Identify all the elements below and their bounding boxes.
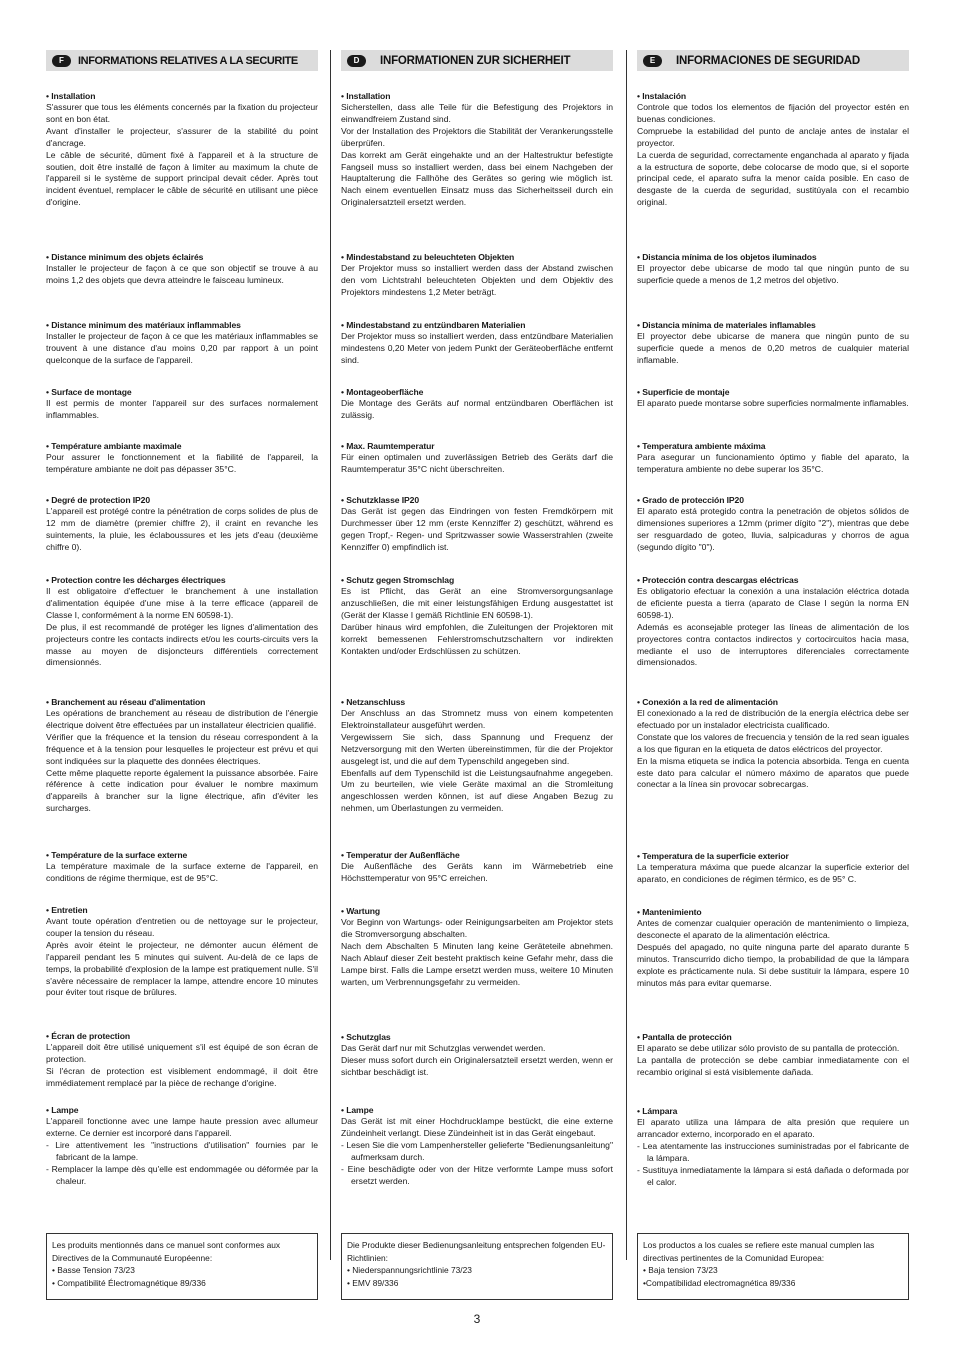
- paragraph-line: El aparato está protegido contra la penetración de objetos sólidos de dimensiones superiores a 12mm (primer dígito "2"), mientras que debe ser resguardado de goteo, lluvia, salpicaduras y chorros de agua (segundo dígito "0").: [637, 506, 909, 552]
- paragraph-line: La température maximale de la surface externe de l'appareil, en conditions de régime thermique, est de 95°C.: [46, 861, 318, 883]
- section-body: [46, 452, 318, 476]
- safety-section: [637, 91, 909, 209]
- safety-section: [341, 252, 613, 299]
- paragraph-line: Il est permis de monter l'appareil sur des surfaces normalement inflammables.: [46, 398, 318, 420]
- column-divider: [330, 50, 331, 1260]
- section-body: [46, 1042, 318, 1090]
- section-title: • Temperatura de la superficie exterior: [637, 851, 789, 861]
- paragraph-line: Für einen optimalen und zuverlässigen Betrieb des Geräts darf die Raumtemperatur 35°C nicht überschreiten.: [341, 452, 613, 474]
- safety-section: [46, 320, 318, 367]
- column-german: [341, 50, 613, 1186]
- section-body: [637, 1043, 909, 1079]
- safety-section: [46, 1105, 318, 1187]
- conformity-notice: [341, 1233, 613, 1300]
- paragraph-line: Vor der Installation des Projektors die Stabilität der Verankerungsstelle überprüfen.: [341, 125, 613, 148]
- section-title: • Distancia mínima de los objetos iluminados: [637, 252, 817, 262]
- safety-section: [341, 1032, 613, 1079]
- safety-section: [637, 495, 909, 554]
- paragraph-line: El proyector debe ubicarse de modo tal que ningún punto de su superficie quede a menos de 1,2 metros del objetivo.: [637, 263, 909, 285]
- section-title: • Temperatura ambiente máxima: [637, 441, 766, 451]
- paragraph-line: El aparato utiliza una lámpara de alta presión que requiere un arrancador externo, incorporado en el aparato.: [637, 1117, 909, 1139]
- section-title: • Pantalla de protección: [637, 1032, 732, 1042]
- section-title: • Distance minimum des objets éclairés: [46, 252, 204, 262]
- notice-intro: Los productos a los cuales se refiere este manual cumplen las directivas pertinentes de la Comunidad Europea:: [643, 1240, 875, 1263]
- section-body: [341, 506, 613, 554]
- section-title: • Installation: [341, 91, 391, 101]
- paragraph-line: La pantalla de protección se debe cambiar inmediatamente con el recambio original si está visiblemente dañada.: [637, 1054, 909, 1077]
- notice-item: •Compatibilidad electromagnética 89/336: [643, 1277, 796, 1288]
- paragraph-line: Der Anschluss an das Stromnetz muss von einem kompetenten Elektroinstallateur ausgeführt werden.: [341, 708, 613, 730]
- section-body: [46, 861, 318, 885]
- section-title: • Montageoberfläche: [341, 387, 424, 397]
- paragraph-line: Para asegurar un funcionamiento óptimo y fiable del aparato, la temperatura ambiente no debe superar los 35°C.: [637, 452, 909, 474]
- paragraph-line: La cuerda de seguridad, correctamente enganchada al aparato y fijada a la estructura de soporte, debe colocarse de modo que, si el soporte principal cede, el aparato sufra la menor caída posible. En caso de desgaste de la cuerda de seguridad, sustitúyala con el recambio original.: [637, 149, 909, 208]
- section-title: • Branchement au réseau d'alimentation: [46, 697, 206, 707]
- paragraph-line: - Remplacer la lampe dès qu'elle est endommagée ou déformée par la chaleur.: [46, 1163, 318, 1186]
- section-body: [46, 398, 318, 422]
- section-title: • Conexión a la red de alimentación: [637, 697, 778, 707]
- notice-item: • EMV 89/336: [347, 1277, 399, 1288]
- section-header: [341, 50, 613, 71]
- section-body: [341, 861, 613, 885]
- paragraph-line: Después del apagado, no quite ninguna parte del aparato durante 5 minutos. Transcurrido dicho tiempo, la probabilidad de que la lámpara explote es prácticamente nula. Si debe sustituir la lámpara, espere 10 minutos más para evitar quemarse.: [637, 941, 909, 988]
- safety-section: [637, 575, 909, 669]
- safety-section: [46, 495, 318, 554]
- paragraph-line: El aparato puede montarse sobre superficies normalmente inflamables.: [637, 398, 909, 408]
- section-body: [637, 102, 909, 209]
- paragraph-line: Le câble de sécurité, dûment fixé à l'appareil et à la structure de soutien, doit être installé de façon à limiter au maximum la chute de l'appareil si le système de support principal devait céder. Après tout incident éventuel, remplacer le câble de sécurité en utilisant une pièce d'origine.: [46, 149, 318, 208]
- safety-section: [341, 697, 613, 815]
- column-french: [46, 50, 318, 1186]
- notice-intro: Les produits mentionnés dans ce manuel sont conformes aux Directives de la Communauté Européenne:: [52, 1240, 281, 1263]
- section-title: • Schutz gegen Stromschlag: [341, 575, 455, 585]
- conformity-notice: [637, 1233, 909, 1300]
- safety-section: [46, 91, 318, 209]
- section-body: [637, 331, 909, 367]
- paragraph-line: Vor Beginn von Wartungs- oder Reinigungsarbeiten am Projektor stets die Stromversorgung abschalten.: [341, 917, 613, 939]
- paragraph-line: Das Gerät ist mit einer Hochdrucklampe bestückt, die eine externe Zündeinheit verlangt. Diese Zündeinheit ist in das Gerät eingebaut.: [341, 1116, 613, 1138]
- section-header: [46, 50, 318, 71]
- paragraph-line: Dieser muss sofort durch ein Originalersatzteil ersetzt werden, wenn er sichtbar beschädigt ist.: [341, 1054, 613, 1077]
- section-body: [637, 1117, 909, 1188]
- section-body: [46, 331, 318, 367]
- paragraph-line: Installer le projecteur de façon à ce que les matériaux inflammables se trouvent à une distance d'au moins 0,20 par rapport à un point quelconque de la surface de l'appareil.: [46, 331, 318, 365]
- language-badge: E: [643, 55, 662, 67]
- paragraph-line: Das korrekt am Gerät eingehakte und an der Haltestruktur befestigte Fangseil muss so installiert werden, dass bei einem Nachgeben der Hauptalterung die Fallhöhe des Gerätes so gering wie möglich ist. Nach einem eventuellen Einsatz muss das Sicherheitsseil durch ein Originalersatzteil ersetzt werden.: [341, 149, 613, 208]
- section-title: • Superficie de montaje: [637, 387, 730, 397]
- notice-intro: Die Produkte dieser Bedienungsanleitung entsprechen folgenden EU-Richtlinien:: [347, 1240, 606, 1263]
- paragraph-line: Compruebe la estabilidad del punto de anclaje antes de instalar el proyector.: [637, 125, 909, 148]
- paragraph-line: Das Gerät ist gegen das Eindringen von festen Fremdkörpern mit Durchmesser über 12 mm (erste Kennziffer 2) geschützt, während es gegen Tropf,- Regen- und Spritzwasser sowie Wasserstrahlen (zweite Kennziffer 0) empfindlich ist.: [341, 506, 613, 552]
- section-body: [341, 708, 613, 815]
- section-body: [341, 1043, 613, 1079]
- paragraph-line: - Eine beschädigte oder von der Hitze verformte Lampe muss sofort ersetzt werden.: [341, 1163, 613, 1186]
- paragraph-line: De plus, il est recommandé de protéger les lignes d'alimentation des projecteurs contre les contacts indirects et/ou les courts-circuits vers la masse au moyen de disjoncteurs différentiels correctement dimensionnés.: [46, 621, 318, 668]
- safety-section: [341, 387, 613, 422]
- safety-section: [46, 1031, 318, 1090]
- section-body: [46, 708, 318, 815]
- safety-section: [341, 495, 613, 554]
- section-body: [46, 586, 318, 669]
- section-body: [46, 102, 318, 209]
- safety-section: [341, 575, 613, 657]
- section-title: • Schutzklasse IP20: [341, 495, 420, 505]
- safety-section: [46, 850, 318, 885]
- paragraph-line: - Lesen Sie die vom Lampenhersteller gelieferte "Bedienungsanleitung" aufmerksam durch.: [341, 1139, 613, 1162]
- paragraph-line: Es obligatorio efectuar la conexión a una instalación eléctrica dotada de eficiente puesta a tierra (aparato de Clase I según la norma EN 60598-1).: [637, 586, 909, 620]
- paragraph-line: Sicherstellen, dass alle Teile für die Befestigung des Projektors in einwandfreiem Zustand sind.: [341, 102, 613, 124]
- paragraph-line: Constate que los valores de frecuencia y tensión de la red sean iguales a los que figuran en la etiqueta de datos eléctricos del proyector.: [637, 731, 909, 754]
- column-divider: [626, 50, 627, 1260]
- section-body: [637, 506, 909, 554]
- section-body: [341, 102, 613, 209]
- safety-section: [46, 252, 318, 287]
- paragraph-line: Además es aconsejable proteger las líneas de alimentación de los proyectores contra contactos indirectos y cortocircuitos hacia masa, mediante el uso de interruptores diferenciales correctamente dimensionados.: [637, 621, 909, 668]
- section-title: • Mindestabstand zu entzündbaren Materialien: [341, 320, 526, 330]
- safety-section: [341, 441, 613, 476]
- column-title: INFORMATIONEN ZUR SICHERHEIT: [380, 54, 571, 67]
- section-body: [341, 1116, 613, 1187]
- section-title: • Température ambiante maximale: [46, 441, 182, 451]
- paragraph-line: L'appareil fonctionne avec une lampe haute pression avec allumeur externe. Ce dernier est incorporé dans l'appareil.: [46, 1116, 318, 1138]
- page-number: 3: [473, 1312, 481, 1326]
- section-title: • Surface de montage: [46, 387, 132, 397]
- section-body: [637, 398, 909, 410]
- paragraph-line: El aparato se debe utilizar sólo provisto de su pantalla de protección.: [637, 1043, 900, 1053]
- safety-section: [637, 252, 909, 287]
- section-title: • Mantenimiento: [637, 907, 702, 917]
- paragraph-line: Der Projektor muss so installiert werden dass der Abstand zwischen den vom Lichtstrahl beleuchteten Objekten und dem Objektiv des Projektors mindestens 1,2 Meter beträgt.: [341, 263, 613, 297]
- section-body: [46, 1116, 318, 1187]
- section-title: • Degré de protection IP20: [46, 495, 151, 505]
- section-title: • Mindestabstand zu beleuchteten Objekten: [341, 252, 515, 262]
- section-body: [341, 917, 613, 988]
- section-title: • Schutzglas: [341, 1032, 391, 1042]
- safety-section: [341, 320, 613, 367]
- paragraph-line: Die Außenfläche des Geräts kann im Wärmebetrieb eine Höchsttemperatur von 95°C erreichen.: [341, 861, 613, 883]
- section-body: [341, 331, 613, 367]
- paragraph-line: L'appareil doit être utilisé uniquement s'il est équipé de son écran de protection.: [46, 1042, 318, 1064]
- safety-section: [46, 697, 318, 815]
- section-header: [637, 50, 909, 71]
- column-title: INFORMACIONES DE SEGURIDAD: [676, 54, 860, 67]
- notice-item: • Niederspannungsrichtlinie 73/23: [347, 1265, 472, 1275]
- language-badge: F: [52, 55, 71, 67]
- section-title: • Netzanschluss: [341, 697, 406, 707]
- section-body: [637, 452, 909, 476]
- section-title: • Distancia mínima de materiales inflamables: [637, 320, 816, 330]
- section-body: [46, 263, 318, 287]
- section-title: • Lámpara: [637, 1106, 678, 1116]
- section-title: • Lampe: [341, 1105, 374, 1115]
- section-body: [637, 263, 909, 287]
- section-title: • Protección contra descargas eléctricas: [637, 575, 799, 585]
- section-title: • Protection contre les décharges électriques: [46, 575, 226, 585]
- paragraph-line: Les opérations de branchement au réseau de distribution de l'énergie électrique doivent être effectuées par un installateur électricien qualifié.: [46, 708, 318, 730]
- section-body: [637, 708, 909, 791]
- safety-section: [341, 906, 613, 988]
- paragraph-line: S'assurer que tous les éléments concernés par la fixation du projecteur sont en bon état.: [46, 102, 318, 124]
- paragraph-line: Si l'écran de protection est visiblement endommagé, il doit être immédiatement remplacé par la pièce de rechange d'origine.: [46, 1065, 318, 1088]
- section-title: • Wartung: [341, 906, 381, 916]
- safety-section: [637, 1032, 909, 1079]
- column-spanish: [637, 50, 909, 1187]
- paragraph-line: Cette même plaquette reporte également la puissance absorbée. Faire référence à cette indication pour évaluer le nombre maximum d'appareils à brancher sur la ligne électrique, afin d'éviter les surcharges.: [46, 767, 318, 814]
- section-body: [46, 506, 318, 554]
- paragraph-line: Installer le projecteur de façon à ce que son objectif se trouve à au moins 1,2 des objets que devra atteindre le faisceau lumineux.: [46, 263, 318, 285]
- paragraph-line: Il est obligatoire d'effectuer le branchement à une installation d'alimentation équipée d'une mise à la terre efficace (appareil de Classe I, conformément à la norme EN 60598-1).: [46, 586, 318, 620]
- paragraph-line: El conexionado a la red de distribución de la energía eléctrica debe ser efectuado por un instalador electricista cualificado.: [637, 708, 909, 730]
- paragraph-line: L'appareil est protégé contre la pénétration de corps solides de plus de 12 mm de diamètre (premier chiffre 2), il craint en revanche les suintements, la pluie, les éclaboussures et les jets d'eau (deuxième chiffre 0).: [46, 506, 318, 552]
- safety-section: [341, 1105, 613, 1187]
- safety-section: [637, 387, 909, 410]
- section-title: • Distance minimum des matériaux inflammables: [46, 320, 241, 330]
- notice-item: • Basse Tension 73/23: [52, 1265, 135, 1275]
- section-body: [341, 398, 613, 422]
- safety-section: [637, 851, 909, 886]
- section-title: • Grado de protección IP20: [637, 495, 744, 505]
- section-title: • Température de la surface externe: [46, 850, 188, 860]
- conformity-notice: [46, 1233, 318, 1300]
- paragraph-line: - Lire attentivement les "instructions d'utilisation" fournies par le fabricant de la lampe.: [46, 1139, 318, 1162]
- paragraph-line: Controle que todos los elementos de fijación del proyector estén en buenas condiciones.: [637, 102, 909, 124]
- paragraph-line: Avant toute opération d'entretien ou de nettoyage sur le projecteur, couper la tension du réseau.: [46, 916, 318, 938]
- notice-item: • Compatibilité Électromagnétique 89/336: [52, 1277, 206, 1288]
- notice-item: • Baja tension 73/23: [643, 1265, 718, 1275]
- language-badge: D: [347, 55, 366, 67]
- safety-section: [637, 441, 909, 476]
- paragraph-line: - Lea atentamente las instrucciones suministradas por el fabricante de la lámpara.: [637, 1140, 909, 1163]
- paragraph-line: Ebenfalls auf dem Typenschild ist die Leistungsaufnahme angegeben. Um zu beurteilen, wie viele Geräte maximal an die Stromleitung angeschlossen werden können, ist auf diese Angaben Bezug zu nehmen, um Überlastungen zu vermeiden.: [341, 767, 613, 814]
- section-body: [637, 586, 909, 669]
- safety-section: [341, 91, 613, 209]
- section-body: [341, 452, 613, 476]
- paragraph-line: Nach dem Abschalten 5 Minuten lang keine Geräteteile abnehmen. Nach Ablauf dieser Zeit besteht praktisch keine Gefahr mehr, dass die Lampe birst. Falls die Lampe ersetzt werden muss, weitere 10 Minuten warten, um Verbrennungsgefahr zu vermeiden.: [341, 940, 613, 987]
- section-body: [637, 862, 909, 886]
- paragraph-line: La temperatura máxima que puede alcanzar la superficie exterior del aparato, en condiciones de régimen térmico, es de 95° C.: [637, 862, 909, 884]
- safety-section: [637, 907, 909, 989]
- section-body: [637, 918, 909, 989]
- safety-section: [46, 387, 318, 422]
- section-title: • Écran de protection: [46, 1031, 130, 1041]
- paragraph-line: Es ist Pflicht, das Gerät an eine Stromversorgungsanlage anzuschließen, die mit einer leistungsfähigen Erdung ausgestattet ist (Gerät der Klasse I gemäß Richtlinie EN 60598-1).: [341, 586, 613, 620]
- safety-section: [46, 905, 318, 999]
- section-title: • Installation: [46, 91, 96, 101]
- paragraph-line: Vérifier que la fréquence et la tension du réseau correspondent à la fréquence et à la tension pour lesquelles le projecteur est prévu et qui sont indiquées sur la plaquette des données électriques.: [46, 731, 318, 766]
- safety-section: [637, 697, 909, 791]
- safety-section: [46, 441, 318, 476]
- paragraph-line: Darüber hinaus wird empfohlen, die Zuleitungen der Projektoren mit korrekt bemessenen Fehlerstromschutzschaltern vor indirekten Kontakten und/oder Erdschlüssen zu schützen.: [341, 621, 613, 656]
- paragraph-line: Vergewissern Sie sich, dass Spannung und Frequenz der Netzversorgung mit den Werten übereinstimmen, für die der Projektor ausgelegt ist, und die auf dem Typenschild angegeben sind.: [341, 731, 613, 766]
- paragraph-line: Après avoir éteint le projecteur, ne démonter aucun élément de l'appareil pendant les 5 minutes qui suivent. Au-delà de ce laps de temps, la probabilité d'explosion de la lampe est pratiquement nulle. S'il s'avère nécessaire de remplacer la lampe, attendre encore 10 minutes pour éviter tout risque de brûlures.: [46, 939, 318, 998]
- safety-section: [637, 1106, 909, 1188]
- paragraph-line: Die Montage des Geräts auf normal entzündbaren Oberflächen ist zulässig.: [341, 398, 613, 420]
- paragraph-line: Das Gerät darf nur mit Schutzglas verwendet werden.: [341, 1043, 546, 1053]
- section-title: • Temperatur der Außenfläche: [341, 850, 460, 860]
- safety-section: [637, 320, 909, 367]
- paragraph-line: El proyector debe ubicarse de manera que ningún punto de su superficie quede a menos de 0,20 metros de cualquier material inflamable.: [637, 331, 909, 365]
- paragraph-line: Avant d'installer le projecteur, s'assurer de la stabilité du point d'ancrage.: [46, 125, 318, 148]
- column-title: INFORMATIONS RELATIVES A LA SECURITE: [78, 54, 298, 67]
- safety-section: [341, 850, 613, 885]
- paragraph-line: Antes de comenzar cualquier operación de mantenimiento o limpieza, desconecte el aparato de la alimentación eléctrica.: [637, 918, 909, 940]
- section-body: [46, 916, 318, 999]
- section-title: • Max. Raumtemperatur: [341, 441, 435, 451]
- section-body: [341, 586, 613, 657]
- section-title: • Instalación: [637, 91, 686, 101]
- section-title: • Entretien: [46, 905, 88, 915]
- section-title: • Lampe: [46, 1105, 79, 1115]
- paragraph-line: En la misma etiqueta se indica la potencia absorbida. Tenga en cuenta este dato para calcular el número máximo de aparatos que puede conectar a la línea sin provocar sobrecargas.: [637, 755, 909, 790]
- section-body: [341, 263, 613, 299]
- paragraph-line: Pour assurer le fonctionnement et la fiabilité de l'appareil, la température ambiante ne doit pas dépasser 35°C.: [46, 452, 318, 474]
- safety-section: [46, 575, 318, 669]
- paragraph-line: - Sustituya inmediatamente la lámpara si está dañada o deformada por el calor.: [637, 1164, 909, 1187]
- paragraph-line: Der Projektor muss so installiert werden, dass entzündbare Materialien mindestens 0,20 Meter von jedem Punkt der Geräteoberfläche entfernt sind.: [341, 331, 613, 365]
